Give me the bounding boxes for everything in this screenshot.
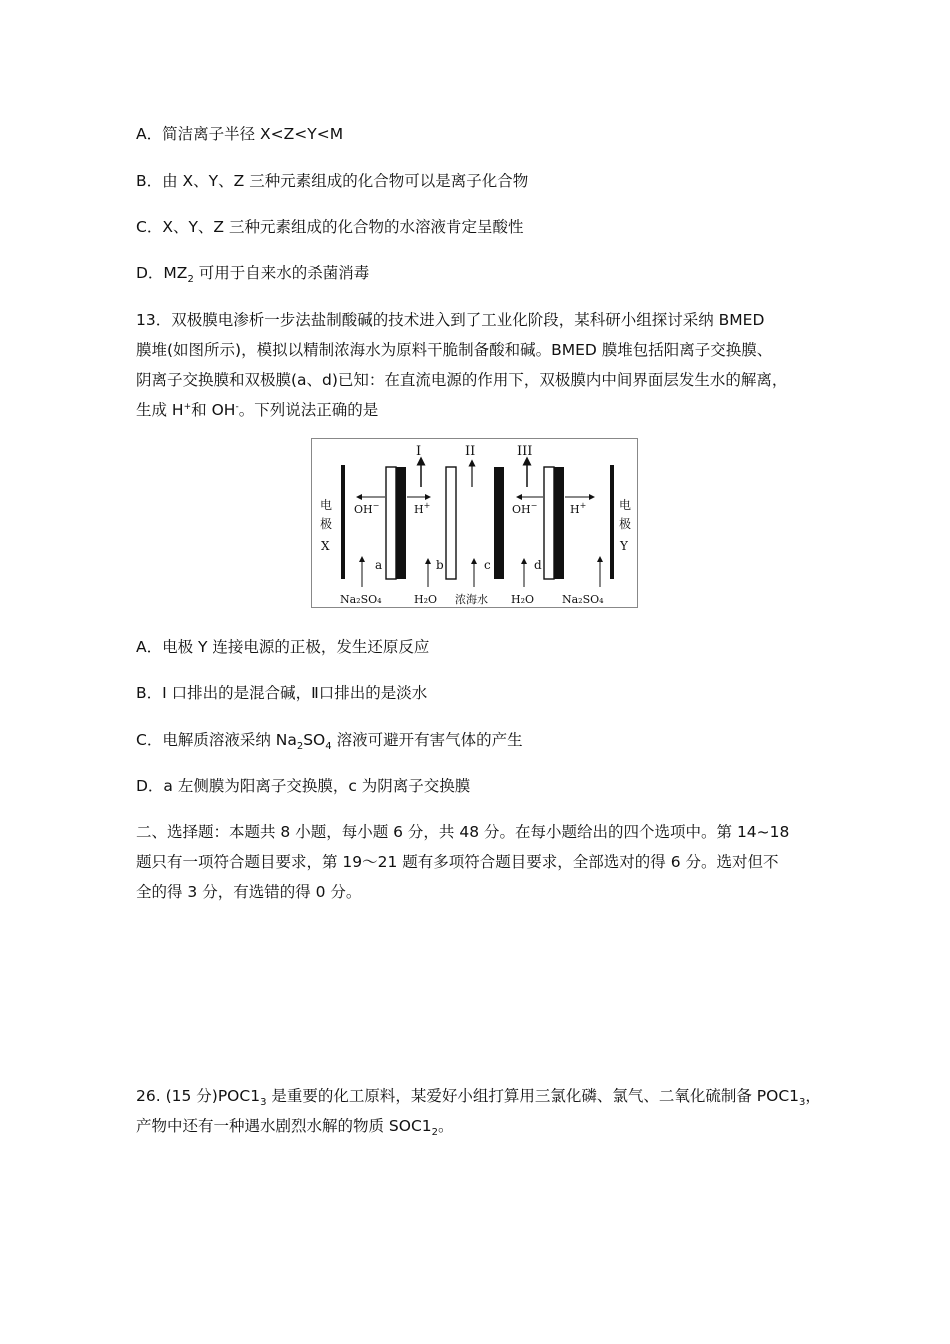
electrode-y-char-1: 电 [619,498,632,512]
input-label-2: H₂O [414,593,438,606]
electrode-x-char-1: 电 [320,498,333,512]
q13-stem-line-1: 13．双极膜电渗析一步法盐制酸碱的技术进入到了工业化阶段，某科研小组探讨采纳 BMED [136,311,765,329]
input-label-3: 浓海水 [455,593,488,606]
membrane-label-a: a [375,558,383,572]
membrane-label-b: b [436,558,444,572]
electrode-y-plate [610,465,614,579]
q13-stem-line-3: 阴离子交换膜和双极膜(a、d)已知：在直流电源的作用下，双极膜内中间界面层发生水的解离， [136,371,788,389]
electrode-y-char-3: Y [620,539,628,553]
q13-option-a: A．电极 Y 连接电源的正极，发生还原反应 [136,638,430,656]
q13-option-c: C．电解质溶液采纳 $Na_2SO_4$ 溶液可避开有害气体的产生 [136,731,523,752]
section2-line-1: 二、选择题：本题共 8 小题，每小题 6 分，共 48 分。在每小题给出的四个选项中。第 14~18 [136,823,790,841]
q12-option-b: B．由 X、Y、Z 三种元素组成的化合物可以是离子化合物 [136,172,529,190]
section2-line-3: 全的得 3 分，有选错的得 0 分。 [136,883,362,901]
outlet-label-3: III [517,444,533,459]
outlet-label-1: I [416,444,422,459]
h-label-left: H+ [414,501,431,516]
h-label-right: H+ [570,501,587,516]
membrane-label-d: d [534,558,542,572]
membrane-a-light [386,467,396,579]
q13-stem-line-4: 生成 H+和 OH-。下列说法正确的是 [136,401,379,419]
electrode-y-char-2: 极 [619,517,632,531]
q12-option-d: D．$MZ_2$ 可用于自来水的杀菌消毒 [136,264,370,285]
q12-option-c: C．X、Y、Z 三种元素组成的化合物的水溶液肯定呈酸性 [136,218,524,236]
q13-option-b: B．I 口排出的是混合碱，Ⅱ口排出的是淡水 [136,684,428,702]
electrode-x-char-3: X [321,539,330,553]
oh-label-right: OH− [512,501,538,516]
electrode-x-char-2: 极 [320,517,333,531]
input-label-4: H₂O [511,593,535,606]
membrane-a-dark [396,467,406,579]
oh-label-left: OH− [354,501,380,516]
membrane-d-dark [554,467,564,579]
membrane-b [446,467,456,579]
q26-line-1: 26. (15 分)$POC1_3$ 是重要的化工原料，某爱好小组打算用三氯化磷、氯气、二氧化硫制备 $POC1_3$， [136,1087,821,1108]
membrane-d-light [544,467,554,579]
membrane-c [494,467,504,579]
section2-line-2: 题只有一项符合题目要求，第 19～21 题有多项符合题目要求，全部选对的得 6 分。选对但不 [136,853,779,871]
electrode-x-plate [341,465,345,579]
q26-line-2: 产物中还有一种遇水剧烈水解的物质 $SOC1_2$。 [136,1117,454,1138]
q13-stem-line-2: 膜堆(如图所示)，模拟以精制浓海水为原料干脆制备酸和碱。BMED 膜堆包括阳离子交换膜、 [136,341,773,359]
q12-option-a: A．简洁离子半径 X<Z<Y<M [136,125,344,143]
membrane-label-c: c [484,558,491,572]
bmed-figure [311,438,638,608]
outlet-label-2: II [465,444,476,459]
q13-option-d: D．a 左侧膜为阳离子交换膜，c 为阴离子交换膜 [136,777,471,795]
input-label-1: Na₂SO₄ [340,593,382,606]
input-label-5: Na₂SO₄ [562,593,604,606]
